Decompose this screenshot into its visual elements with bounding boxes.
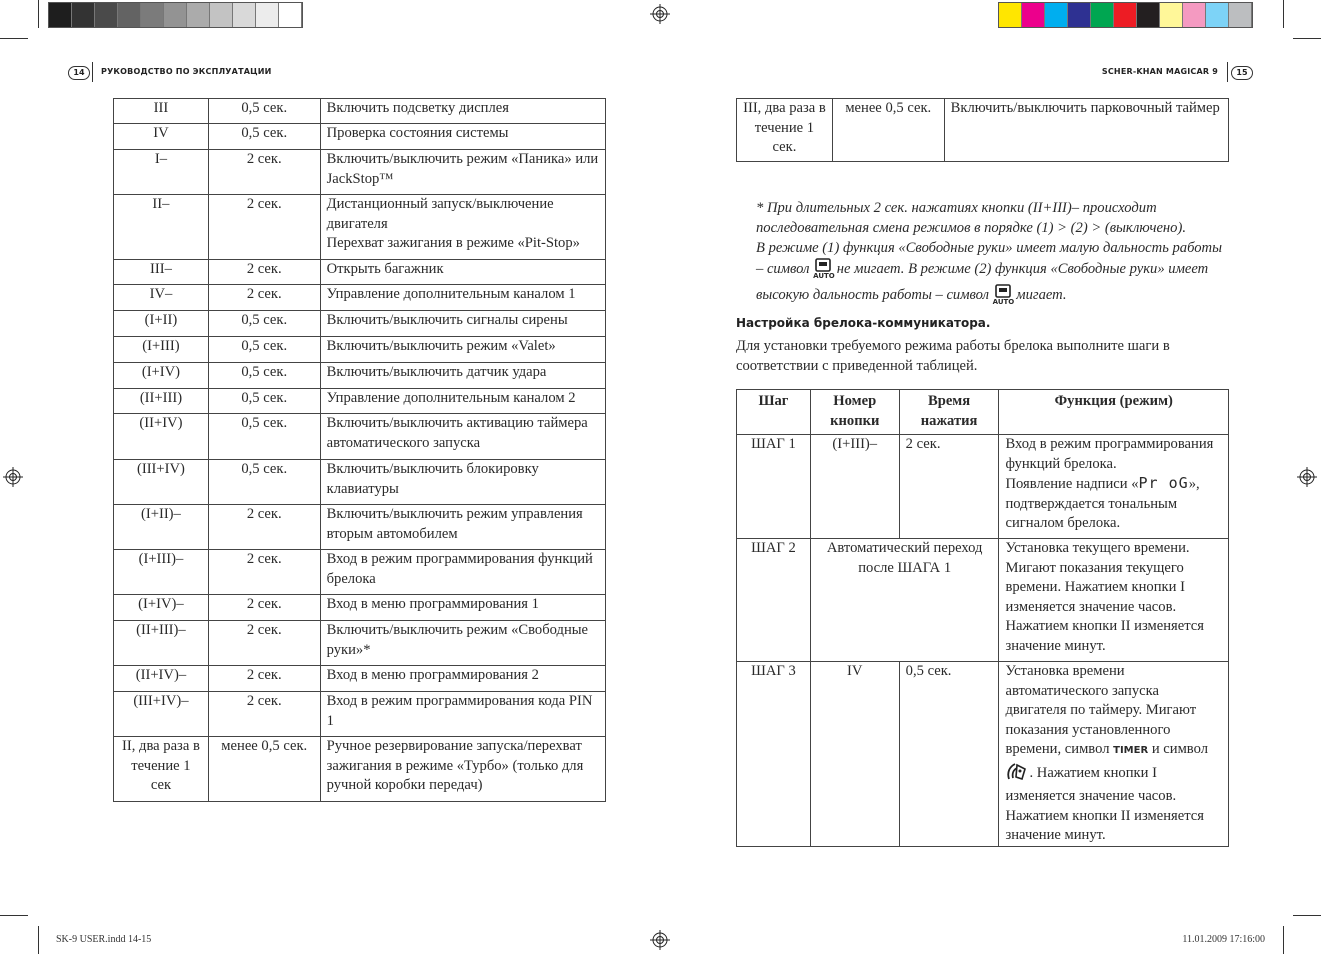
button-cell: (III+IV) [114,460,209,505]
time-cell: 2 сек. [208,621,320,666]
table-row [737,662,1229,847]
color-swatch [1022,3,1045,27]
header-button: Номер кнопки [810,390,899,435]
table-row [114,99,606,124]
button-cell: (II+III)– [114,621,209,666]
header-divider [1227,62,1228,82]
function-cell: Установка текущего времени. Мигают показания текущего времени. Нажатием кнопки I изменяется значение часов. Нажатием кнопки II изменяется значение минут. [999,539,1229,662]
intro-paragraph: Для установки требуемого режима работы брелока выполните шаги в соответствии с приведенной таблицей. [736,338,1170,374]
steps-header-row [737,390,1229,435]
footer-timestamp: 11.01.2009 17:16:00 [1182,934,1265,945]
button-cell: IV– [114,285,209,311]
table-row [114,195,606,260]
button-cell: (I+II) [114,311,209,337]
time-cell: 2 сек. [208,666,320,692]
color-swatch [1137,3,1160,27]
time-cell: 0,5 сек. [208,311,320,337]
registration-mark-icon [650,4,670,24]
time-cell: 2 сек. [208,505,320,550]
crop-mark [0,38,28,39]
color-swatch [1183,3,1206,27]
table-row [114,311,606,337]
table-row [114,150,606,195]
header-function: Функция (режим) [999,390,1229,435]
table-row [114,460,606,505]
function-cell: Вход в режим программирования функций брелока. Появление надписи «Pr oG», подтверждается тональным сигналом брелока. [999,435,1229,539]
function-cell: Управление дополнительным каналом 2 [320,389,605,414]
color-swatch [141,3,164,27]
function-cell: Управление дополнительным каналом 1 [320,285,605,311]
step-cell: ШАГ 2 [737,539,811,662]
crop-mark [38,0,39,28]
time-cell: 2 сек. [208,285,320,311]
color-swatch [1068,3,1091,27]
color-swatch [256,3,279,27]
footnote [756,199,1226,310]
button-time-cell: Автоматический переход после ШАГА 1 [810,539,999,662]
table-row [114,595,606,621]
time-cell: 0,5 сек. [208,414,320,460]
table-row [737,435,1229,539]
button-cell: (I+IV) [114,363,209,389]
color-swatch [1045,3,1068,27]
function-cell: Включить/выключить режим «Паника» или JackStop™ [320,150,605,195]
function-cell: Включить подсветку дисплея [320,99,605,124]
table-row [114,260,606,285]
steps-table [736,389,1229,847]
function-cell: Включить/выключить парковочный таймер [944,99,1228,162]
function-cell: Включить/выключить сигналы сирены [320,311,605,337]
table-row [114,363,606,389]
header-step: Шаг [737,390,811,435]
table-row [737,99,1229,162]
button-cell: III, два раза в течение 1 сек. [737,99,833,162]
button-cell: (I+III)– [810,435,899,539]
crop-mark [0,915,28,916]
table-row [114,505,606,550]
page-number-left: 14 [68,66,90,80]
section-title: Настройка брелока-коммуникатора. [736,316,991,330]
color-swatch [187,3,210,27]
function-cell: Вход в меню программирования 2 [320,666,605,692]
color-swatch [1091,3,1114,27]
color-swatch [72,3,95,27]
time-cell: 2 сек. [899,435,999,539]
color-swatch [164,3,187,27]
crop-mark [1283,926,1284,954]
footnote-paragraph-2: В режиме (1) функция «Свободные руки» имеет малую дальность работы – символ AUTO не мигает. В режиме (2) функция «Свободные руки» имеет высокую дальность работы – символ AUTO мигает. [756,239,1226,310]
button-cell: II– [114,195,209,260]
table-row [114,692,606,737]
lcd-display-text: Pr oG [1138,474,1189,492]
color-swatch [1114,3,1137,27]
time-cell: менее 0,5 сек. [208,737,320,802]
table-row [114,621,606,666]
remote-signal-icon [1005,761,1029,788]
table-row [114,124,606,150]
crop-mark [1293,915,1321,916]
table-row [114,389,606,414]
page-number-right: 15 [1231,66,1253,80]
color-swatch [279,3,302,27]
time-cell: 2 сек. [208,550,320,595]
time-cell: 0,5 сек. [899,662,999,847]
registration-mark-icon [3,467,23,487]
left-running-header: РУКОВОДСТВО ПО ЭКСПЛУАТАЦИИ [101,67,272,76]
button-cell: IV [114,124,209,150]
function-cell: Дистанционный запуск/выключение двигателя Перехват зажигания в режиме «Pit-Stop» [320,195,605,260]
header-divider [92,62,93,82]
color-swatch [1160,3,1183,27]
table-row [114,666,606,692]
color-swatch [1229,3,1252,27]
time-cell: 2 сек. [208,260,320,285]
timer-label: TIMER [1113,745,1149,756]
crop-mark [1283,0,1284,28]
time-cell: 0,5 сек. [208,99,320,124]
registration-mark-icon [1297,467,1317,487]
process-color-bar [998,2,1253,28]
button-cell: I– [114,150,209,195]
function-cell: Вход в режим программирования функций брелока [320,550,605,595]
footnote-paragraph-1: * При длительных 2 сек. нажатиях кнопки (II+III)– происходит последовательная смена режимов в порядке (1) > (2) > (выключено). [756,200,1186,236]
function-cell: Включить/выключить блокировку клавиатуры [320,460,605,505]
function-cell: Включить/выключить режим «Valet» [320,337,605,363]
crop-mark [38,926,39,954]
color-swatch [49,3,72,27]
button-cell: III [114,99,209,124]
table-row [114,550,606,595]
right-running-header: SCHER-KHAN MAGICAR 9 [1101,67,1218,76]
auto-label: AUTO [992,298,1015,307]
time-cell: 0,5 сек. [208,337,320,363]
function-cell: Включить/выключить режим «Свободные руки»* [320,621,605,666]
auto-label: AUTO [813,272,835,281]
color-swatch [210,3,233,27]
color-swatch [233,3,256,27]
button-cell: (II+IV) [114,414,209,460]
function-cell: Проверка состояния системы [320,124,605,150]
time-cell: 0,5 сек. [208,124,320,150]
color-swatch [999,3,1022,27]
color-swatch [95,3,118,27]
button-cell: (III+IV)– [114,692,209,737]
table-row [114,337,606,363]
button-cell: II, два раза в течение 1 сек [114,737,209,802]
step-cell: ШАГ 1 [737,435,811,539]
time-cell: 2 сек. [208,195,320,260]
registration-mark-icon [650,930,670,950]
button-cell: III– [114,260,209,285]
time-cell: 2 сек. [208,595,320,621]
auto-start-icon [993,284,1013,310]
button-cell: (I+II)– [114,505,209,550]
time-cell: 2 сек. [208,692,320,737]
function-cell: Включить/выключить режим управления вторым автомобилем [320,505,605,550]
button-function-table [113,98,606,802]
button-cell: (I+III) [114,337,209,363]
button-cell: (II+IV)– [114,666,209,692]
function-cell: Ручное резервирование запуска/перехват зажигания в режиме «Турбо» (только для ручной коробки передач) [320,737,605,802]
header-time: Время нажатия [899,390,999,435]
table-row [114,737,606,802]
footer-file-info: SK-9 USER.indd 14-15 [56,934,152,945]
time-cell: 0,5 сек. [208,363,320,389]
step-cell: ШАГ 3 [737,662,811,847]
function-cell: Включить/выключить датчик удара [320,363,605,389]
time-cell: 0,5 сек. [208,389,320,414]
table-row [737,539,1229,662]
auto-start-icon [813,258,833,284]
table-row [114,414,606,460]
crop-mark [1293,38,1321,39]
button-cell: (I+III)– [114,550,209,595]
color-swatch [118,3,141,27]
gray-color-bar [48,2,303,28]
time-cell: 2 сек. [208,150,320,195]
function-cell: Установка времени автоматического запуска двигателя по таймеру. Мигают показания установленного времени, символ TIMER и символ . Нажатием кнопки I изменяется значение часов. Нажатием кнопки II изменяется значение минут. [999,662,1229,847]
function-cell: Вход в меню программирования 1 [320,595,605,621]
table-row [114,285,606,311]
function-cell: Включить/выключить активацию таймера автоматического запуска [320,414,605,460]
continued-function-table [736,98,1229,162]
button-cell: (I+IV)– [114,595,209,621]
button-cell: (II+III) [114,389,209,414]
function-cell: Вход в режим программирования кода PIN 1 [320,692,605,737]
button-cell: IV [810,662,899,847]
time-cell: 0,5 сек. [208,460,320,505]
time-cell: менее 0,5 сек. [832,99,944,162]
color-swatch [1206,3,1229,27]
function-cell: Открыть багажник [320,260,605,285]
